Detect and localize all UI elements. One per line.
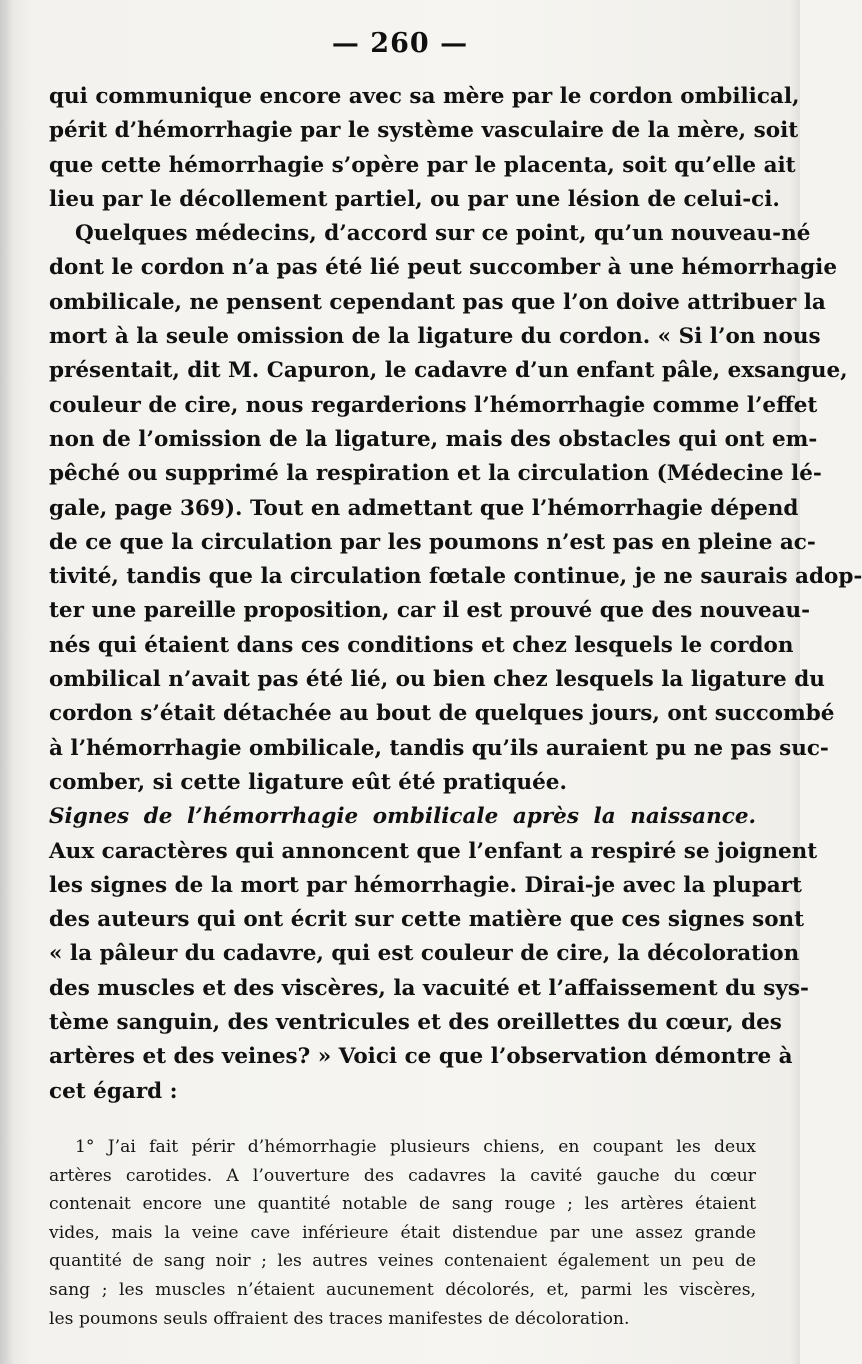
text-line: tème sanguin, des ventricules et des oreillettes du cœur, des [49, 1010, 782, 1036]
footnote-line: sang ; les muscles n’étaient aucunement décolorés, et, parmi les viscères, [49, 1279, 756, 1300]
text-line: à l’hémorrhagie ombilicale, tandis qu’ils auraient pu ne pas suc- [49, 735, 829, 761]
text-line: ombilical n’avait pas été lié, ou bien chez lesquels la ligature du [49, 667, 825, 693]
footnote-block [49, 1133, 756, 1333]
text-line: cordon s’était détachée au bout de quelques jours, ont succombé [49, 701, 835, 727]
text-line: des auteurs qui ont écrit sur cette matière que ces signes sont [49, 907, 805, 933]
text-line: de ce que la circulation par les poumons n’est pas en pleine ac- [49, 529, 816, 555]
footnote-line: artères carotides. A l’ouverture des cadavres la cavité gauche du cœur [49, 1165, 756, 1186]
text-line: lieu par le décollement partiel, ou par une lésion de celui-ci. [49, 186, 780, 212]
footnote-line: contenait encore une quantité notable de sang rouge ; les artères étaient [49, 1194, 756, 1215]
text-line: ter une pareille proposition, car il est prouvé que des nouveau- [49, 598, 811, 624]
text-line: comber, si cette ligature eût été pratiquée. [49, 769, 567, 795]
text-line: mort à la seule omission de la ligature du cordon. « Si l’on nous [49, 324, 821, 350]
text-line: des muscles et des viscères, la vacuité et l’affaissement du sys- [49, 975, 809, 1001]
text-line: périt d’hémorrhagie par le système vasculaire de la mère, soit [49, 118, 799, 144]
text-line: Signes de l’hémorrhagie ombilicale après la naissance. [49, 804, 756, 830]
text-line: dont le cordon n’a pas été lié peut succomber à une hémorrhagie [49, 255, 837, 281]
text-line: couleur de cire, nous regarderions l’hémorrhagie comme l’effet [49, 392, 818, 418]
text-line: que cette hémorrhagie s’opère par le placenta, soit qu’elle ait [49, 152, 796, 178]
text-line: qui communique encore avec sa mère par le cordon ombilical, [49, 84, 800, 109]
text-line: nés qui étaient dans ces conditions et chez lesquels le cordon [49, 632, 794, 658]
text-line: non de l’omission de la ligature, mais des obstacles qui ont em- [49, 426, 818, 452]
text-line: gale, page 369). Tout en admettant que l’hémorrhagie dépend [49, 495, 799, 521]
text-line: ombilicale, ne pensent cependant pas que l’on doive attribuer la [49, 289, 826, 315]
text-line: pêché ou supprimé la respiration et la circulation (Médecine lé- [49, 461, 822, 487]
text-line: cet égard : [49, 1078, 178, 1104]
text-line: « la pâleur du cadavre, qui est couleur de cire, la décoloration [49, 941, 800, 967]
page-number: — 260 — [331, 28, 469, 59]
scan-shadow-left [0, 0, 14, 1364]
footnote-line: quantité de sang noir ; les autres veines contenaient également un peu de [49, 1251, 756, 1272]
main-text-block [49, 80, 862, 1109]
text-line: Aux caractères qui annoncent que l’enfant a respiré se joignent [49, 838, 818, 864]
text-line: les signes de la mort par hémorrhagie. Dirai-je avec la plupart [49, 872, 802, 898]
text-line: artères et des veines? » Voici ce que l’observation démontre à [49, 1044, 793, 1070]
footnote-line: les poumons seuls offraient des traces manifestes de décoloration. [49, 1308, 630, 1329]
text-line: Quelques médecins, d’accord sur ce point, qu’un nouveau-né [75, 221, 811, 247]
text-line: tivité, tandis que la circulation fœtale continue, je ne saurais adop- [49, 564, 862, 590]
text-line: présentait, dit M. Capuron, le cadavre d’un enfant pâle, exsangue, [49, 358, 848, 384]
footnote-line: vides, mais la veine cave inférieure était distendue par une assez grande [49, 1222, 756, 1243]
footnote-line: 1° J’ai fait périr d’hémorrhagie plusieurs chiens, en coupant les deux [75, 1137, 756, 1157]
